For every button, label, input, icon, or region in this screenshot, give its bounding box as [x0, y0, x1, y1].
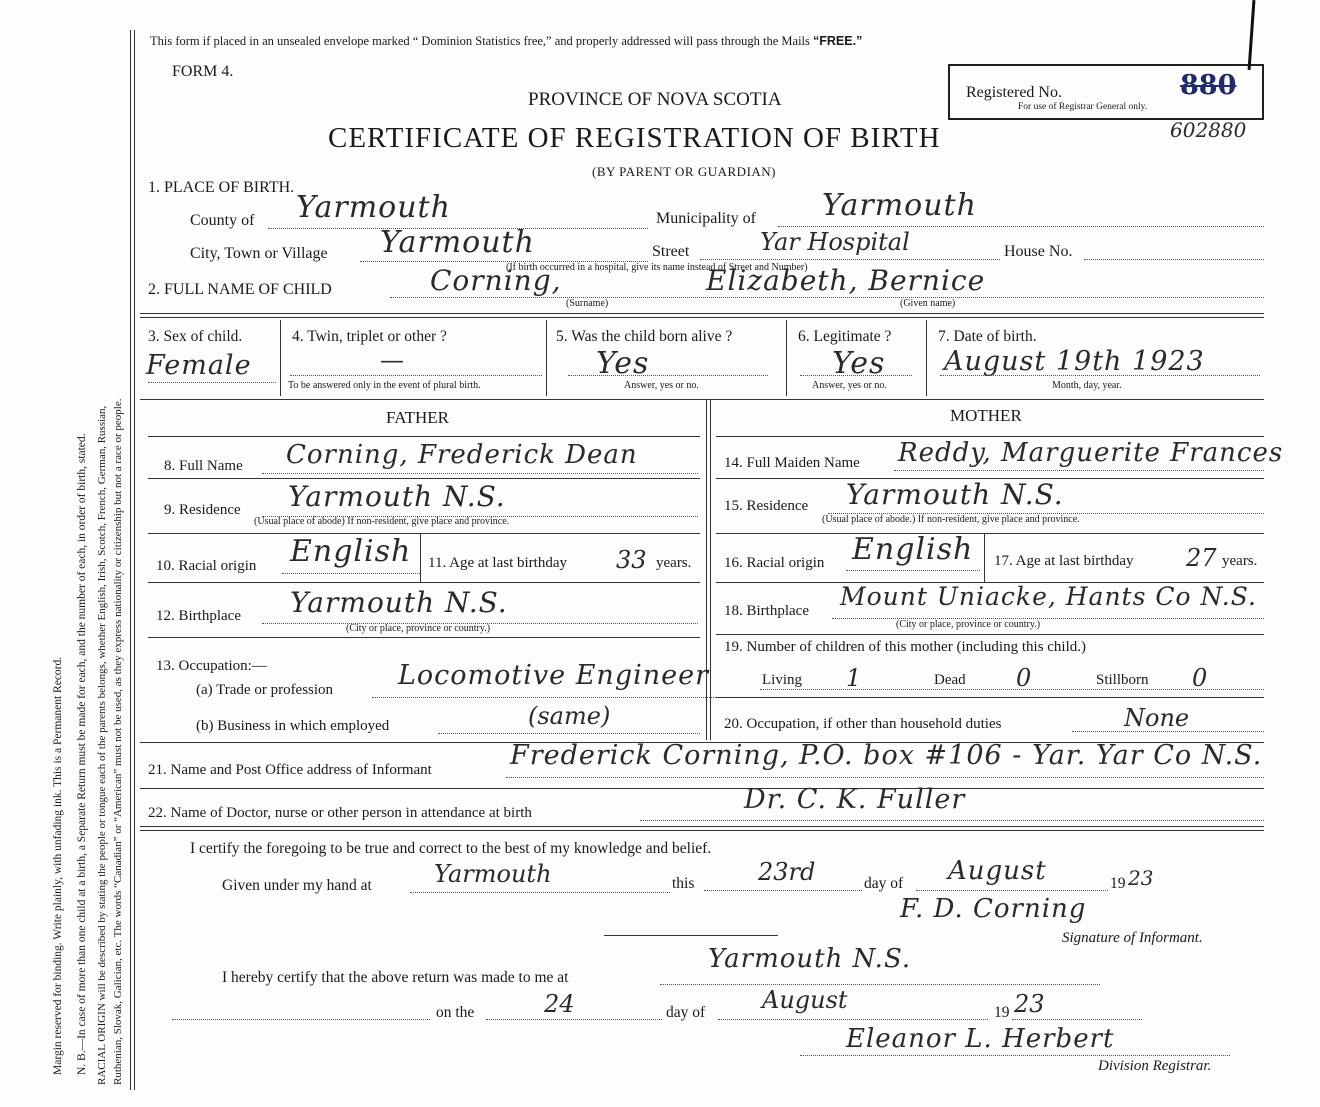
given-name-note: (Given name): [900, 298, 956, 309]
page-subtitle: (BY PARENT OR GUARDIAN): [592, 164, 777, 179]
mother-race-line: [846, 570, 980, 571]
scan-edge-mark: [1248, 0, 1256, 70]
reg-place: Yarmouth N.S.: [708, 944, 912, 974]
rule: [148, 478, 700, 479]
sex-label: 3. Sex of child.: [148, 328, 243, 345]
sex-line: [148, 382, 276, 383]
on-the-label: on the: [436, 1004, 475, 1021]
province-heading: PROVINCE OF NOVA SCOTIA: [528, 89, 782, 110]
father-race-label: 10. Racial origin: [156, 558, 257, 574]
reg-day-line: [486, 1019, 662, 1020]
reg-place-line: [660, 984, 1100, 985]
mother-name-label: 14. Full Maiden Name: [724, 455, 860, 471]
father-birthplace-note: (City or place, province or country.): [346, 623, 491, 634]
dob-line: [940, 375, 1260, 376]
margin-line-3: RACIAL ORIGIN will be described by stating the people or tongue each of the parents belongs, whether English, Irish, Scotch, French, German, Russian,: [96, 405, 108, 1085]
children-line: [760, 689, 1264, 690]
child-name-label: 2. FULL NAME OF CHILD: [148, 281, 332, 298]
municipality-label: Municipality of: [656, 210, 756, 227]
legitimate-note: Answer, yes or no.: [812, 380, 887, 391]
on-the-line-pre: [172, 1019, 430, 1020]
legitimate-value: Yes: [832, 346, 886, 381]
father-business-line: [438, 733, 700, 734]
reg-month: August: [762, 986, 848, 1014]
dead-label: Dead: [934, 672, 966, 688]
father-race-value: English: [290, 534, 412, 569]
reg-day: 24: [544, 990, 575, 1018]
registrar-label: Division Registrar.: [1098, 1058, 1212, 1074]
mother-birthplace-label: 18. Birthplace: [724, 603, 809, 619]
child-given-name: Elizabeth, Bernice: [706, 264, 986, 297]
rule: [148, 533, 700, 534]
sex-value: Female: [146, 350, 252, 381]
rule: [716, 697, 1264, 698]
father-residence-label: 9. Residence: [164, 502, 241, 518]
margin-line-4: Ruthenian, Slovak, Galician, etc. The words “Canadian” or “American” must not be used, as they express nationality or citizenship but not a race or people.: [112, 398, 124, 1085]
registrar-signature: Eleanor L. Herbert: [846, 1024, 1115, 1054]
margin-rule: [130, 30, 131, 1090]
father-age-value: 33: [616, 546, 647, 574]
given-place-line: [410, 892, 670, 893]
cell-divider: [926, 320, 927, 396]
mother-age-unit: years.: [1222, 553, 1258, 569]
father-occupation-label: 13. Occupation:—: [156, 658, 267, 674]
informant-value: Frederick Corning, P.O. box #106 - Yar. Yar Co N.S.: [510, 740, 1263, 771]
living-label: Living: [762, 672, 802, 688]
given-place: Yarmouth: [434, 860, 552, 888]
father-business-label: (b) Business in which employed: [196, 718, 390, 734]
father-residence-note: (Usual place of abode) If non-resident, give place and province.: [254, 516, 510, 527]
dayof-label: day of: [864, 875, 904, 892]
reg-dayof-label: day of: [666, 1004, 706, 1021]
father-race-line: [282, 573, 420, 574]
city-label: City, Town or Village: [190, 245, 328, 262]
rule: [140, 313, 1264, 314]
mail-free: “FREE.”: [813, 34, 863, 48]
dob-note: Month, day, year.: [1052, 380, 1122, 391]
this-day-line: [704, 890, 862, 891]
cell-divider: [546, 320, 547, 396]
mother-occupation-value: None: [1124, 704, 1190, 732]
twin-line: [290, 375, 542, 376]
dob-label: 7. Date of birth.: [938, 328, 1037, 345]
city-value: Yarmouth: [380, 225, 535, 260]
mail-notice-text: This form if placed in an unsealed envelope marked “ Dominion Statistics free,” and properly addressed will pass through the Mails: [150, 34, 810, 48]
page-title: CERTIFICATE OF REGISTRATION OF BIRTH: [328, 122, 941, 154]
rule: [140, 830, 1264, 831]
doctor-label: 22. Name of Doctor, nurse or other person in attendance at birth: [148, 805, 532, 821]
father-birthplace-value: Yarmouth N.S.: [290, 586, 508, 619]
reg-year-suffix: 23: [1014, 990, 1045, 1018]
alive-note: Answer, yes or no.: [624, 380, 699, 391]
mother-birthplace-value: Mount Uniacke, Hants Co N.S.: [840, 582, 1257, 611]
rule: [140, 788, 1264, 789]
living-value: 1: [846, 664, 862, 692]
father-residence-value: Yarmouth N.S.: [288, 480, 506, 513]
registered-label: Registered No.: [966, 84, 1062, 101]
stillborn-label: Stillborn: [1096, 672, 1149, 688]
dob-value: August 19th 1923: [944, 346, 1205, 377]
margin-line-2: N. B.—In case of more than one child at a birth, a Separate Return must be made for each, and the number of each, in order of birth, stated.: [76, 433, 88, 1075]
father-name-label: 8. Full Name: [164, 458, 243, 474]
dead-value: 0: [1016, 664, 1032, 692]
twin-value: —: [380, 346, 404, 374]
father-trade-label: (a) Trade or profession: [196, 682, 334, 698]
mother-name-line: [894, 470, 1264, 471]
mother-name-value: Reddy, Marguerite Frances: [898, 438, 1284, 468]
rule: [140, 399, 1264, 400]
registrar-note: For use of Registrar General only.: [1018, 102, 1148, 112]
reg-year-line: [1012, 1019, 1142, 1020]
legitimate-label: 6. Legitimate ?: [798, 328, 892, 345]
form-number: FORM 4.: [172, 63, 234, 80]
cell-divider: [420, 534, 421, 582]
informant-signature: F. D. Corning: [900, 894, 1087, 924]
parents-divider: [710, 400, 711, 740]
rule: [148, 582, 700, 583]
this-day: 23rd: [758, 858, 816, 886]
mother-birthplace-note: (City or place, province or country.): [896, 619, 1041, 630]
house-label: House No.: [1004, 243, 1073, 260]
twin-label: 4. Twin, triplet or other ?: [292, 328, 447, 345]
this-label: this: [672, 875, 695, 892]
father-heading: FATHER: [386, 408, 449, 427]
mother-race-value: English: [852, 532, 974, 567]
mother-age-label: 17. Age at last birthday: [994, 553, 1134, 569]
reg-year-prefix: 19: [994, 1004, 1010, 1021]
mother-residence-value: Yarmouth N.S.: [846, 478, 1064, 511]
rule: [148, 637, 700, 638]
father-age-label: 11. Age at last birthday: [428, 555, 567, 571]
twin-note: To be answered only in the event of plural birth.: [288, 380, 481, 391]
year-suffix: 23: [1128, 866, 1154, 890]
mother-race-label: 16. Racial origin: [724, 555, 825, 571]
hospital-note: (If birth occurred in a hospital, give its name instead of Street and Number): [506, 262, 808, 273]
street-value: Yar Hospital: [760, 228, 910, 256]
rule: [716, 634, 1264, 635]
serial-number: 602880: [1170, 118, 1247, 142]
rule: [148, 436, 700, 437]
reg-month-line: [718, 1019, 988, 1020]
month-value: August: [948, 856, 1047, 886]
rule: [140, 826, 1264, 827]
child-name-line: [390, 297, 1264, 298]
father-name-line: [262, 473, 698, 474]
mother-children-label: 19. Number of children of this mother (including this child.): [724, 639, 1087, 655]
registered-value: 880: [1180, 70, 1237, 101]
cell-divider: [280, 320, 281, 396]
child-surname: Corning,: [430, 264, 562, 297]
informant-line: [506, 777, 1264, 778]
rule: [604, 935, 778, 936]
father-name-value: Corning, Frederick Dean: [286, 440, 638, 470]
father-trade-line: [372, 697, 758, 698]
mother-residence-note: (Usual place of abode.) If non-resident, give place and province.: [822, 514, 1080, 525]
rule: [140, 317, 1264, 318]
registered-box: [948, 64, 1264, 120]
municipality-value: Yarmouth: [822, 188, 977, 223]
month-line: [916, 890, 1108, 891]
county-value: Yarmouth: [296, 190, 451, 225]
stillborn-value: 0: [1192, 664, 1208, 692]
cell-divider: [786, 320, 787, 396]
mother-age-value: 27: [1186, 544, 1217, 572]
doctor-line: [640, 820, 1264, 821]
father-trade-value: Locomotive Engineer: [398, 660, 709, 691]
doctor-value: Dr. C. K. Fuller: [744, 784, 966, 815]
street-label: Street: [652, 243, 690, 260]
margin-line-1: Margin reserved for binding. Write plainly, with unfading ink. This is a Permanent Record.: [52, 656, 64, 1075]
signature-label: Signature of Informant.: [1062, 930, 1203, 946]
registrar-statement: I hereby certify that the above return was made to me at: [222, 969, 569, 986]
informant-label: 21. Name and Post Office address of Informant: [148, 762, 432, 778]
certify-statement: I certify the foregoing to be true and correct to the best of my knowledge and belief.: [190, 840, 712, 857]
alive-value: Yes: [596, 346, 650, 381]
father-business-value: (same): [528, 702, 611, 730]
house-line: [1084, 259, 1264, 260]
cell-divider: [984, 534, 985, 582]
alive-line: [568, 375, 768, 376]
alive-label: 5. Was the child born alive ?: [556, 328, 733, 345]
mother-heading: MOTHER: [950, 406, 1022, 425]
county-label: County of: [190, 212, 255, 229]
father-age-unit: years.: [656, 555, 692, 571]
mother-residence-label: 15. Residence: [724, 498, 809, 514]
street-line: [700, 259, 1000, 260]
registrar-sig-line: [800, 1055, 1230, 1056]
legitimate-line: [800, 375, 912, 376]
margin-rule: [134, 30, 135, 1090]
surname-note: (Surname): [566, 298, 609, 309]
rule: [716, 533, 1264, 534]
given-label: Given under my hand at: [222, 877, 372, 894]
father-birthplace-label: 12. Birthplace: [156, 608, 241, 624]
year-prefix: 19: [1110, 875, 1126, 892]
place-section-label: 1. PLACE OF BIRTH.: [148, 179, 295, 196]
rule: [716, 436, 1264, 437]
municipality-line: [778, 226, 1264, 227]
mother-occupation-label: 20. Occupation, if other than household duties: [724, 716, 1002, 732]
mail-notice: [150, 34, 862, 49]
